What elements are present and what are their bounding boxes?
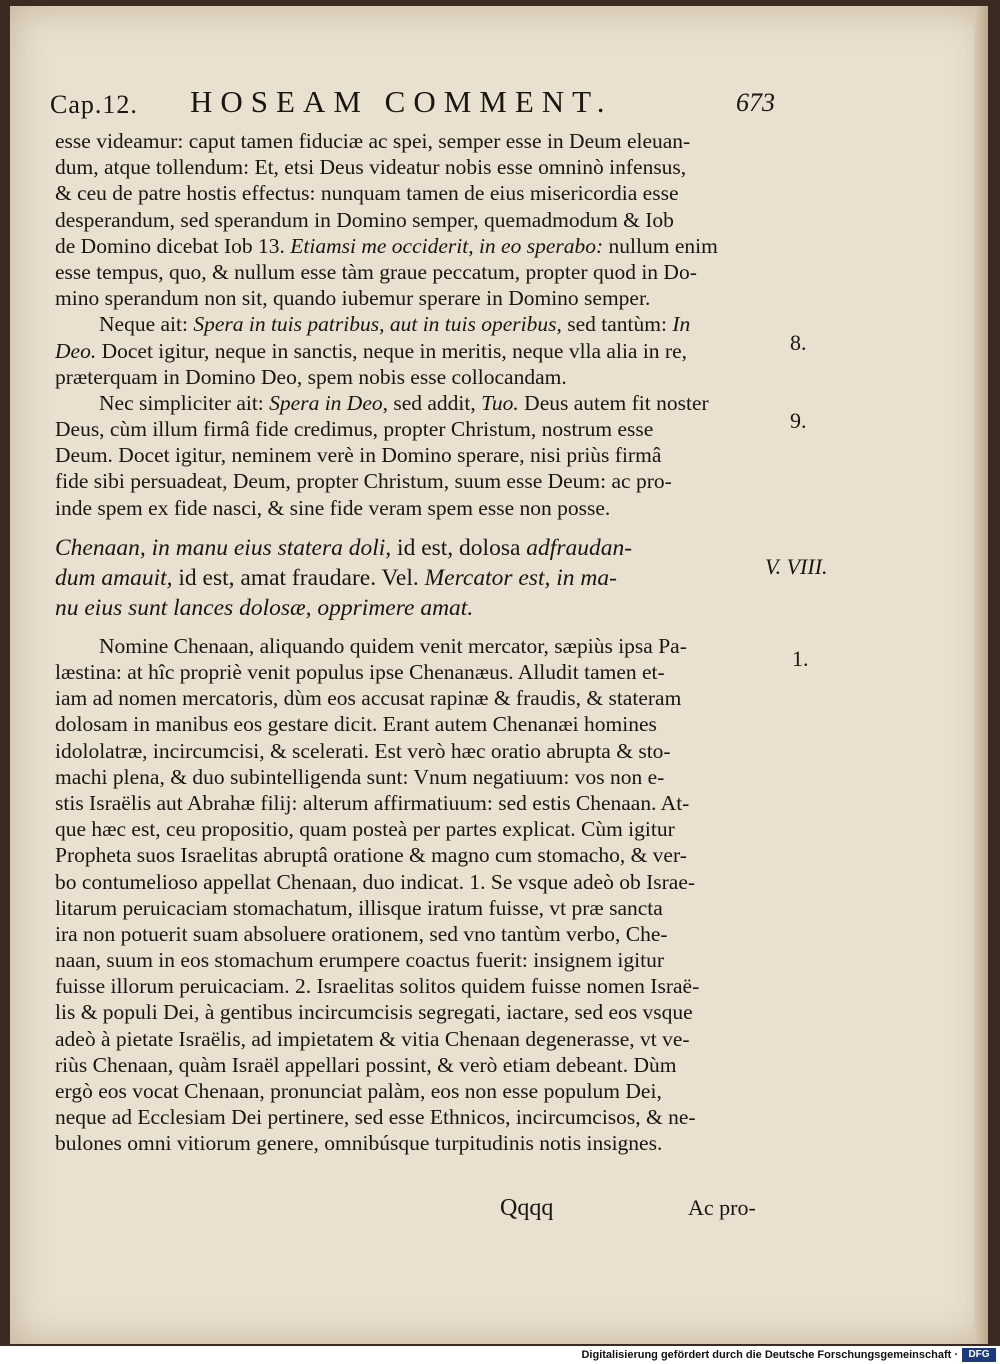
text-run: nullum enim [603, 233, 718, 258]
text-run: , sed tantùm: [556, 312, 673, 337]
text-line: ergò eos vocat Chenaan, pronunciat palàm, eos non esse populum Dei, [55, 1079, 662, 1103]
text-run: de Domino dicebat Iob 13. [55, 233, 291, 258]
quotation: aut in tuis operibus [389, 312, 557, 337]
text-run: id est, dolosa [391, 534, 527, 561]
text-line: dum, atque tollendum: Et, etsi Deus videatur nobis esse omninò infensus, [55, 155, 687, 180]
text-line: bo contumelioso appellat Chenaan, duo indicat. 1. Se vsque adeò ob Israe- [55, 869, 696, 894]
text-run: Chenaan, in manu eius statera doli, [55, 534, 392, 561]
text-line: fide sibi persuadeat, Deum, propter Christum, suum esse Deum: ac pro- [55, 469, 672, 494]
text-line: litarum peruicaciam stomachatum, illisque iratum fuisse, vt præ sancta [55, 895, 663, 920]
text-line: lis & populi Dei, à gentibus incircumcisis segregati, iactare, sed eos vsque [55, 1000, 693, 1025]
running-title: HOSEAM COMMENT. [190, 84, 613, 119]
margin-note-1: 1. [792, 646, 809, 671]
credit-text: Digitalisierung gefördert durch die Deutsche Forschungsgemeinschaft · [581, 1349, 958, 1361]
chapter-label: Cap.12. [50, 90, 138, 119]
text-run: Nec simpliciter ait: [99, 390, 270, 415]
text-line: dolosam in manibus eos gestare dicit. Erant autem Chenanæi homines [55, 712, 657, 737]
text-line: fuisse illorum peruicaciam. 2. Israelitas solitos quidem fuisse nomen Israë- [55, 974, 700, 999]
text-line: esse tempus, quo, & nullum esse tàm graue peccatum, propter quod in Do- [55, 259, 697, 284]
catchword: Ac pro- [688, 1195, 756, 1220]
page-number: 673 [736, 88, 775, 117]
quotation: Spera in tuis patribus [193, 312, 380, 337]
quotation: Etiamsi me occiderit, in eo sperabo: [290, 233, 604, 258]
verse-heading [55, 533, 770, 623]
text-run: , [379, 312, 390, 337]
text-line: iam ad nomen mercatoris, dùm eos accusat rapinæ & fraudis, & stateram [55, 686, 682, 711]
main-text [55, 128, 770, 1157]
text-line: bulones omni vitiorum genere, omnibúsque turpitudinis notis insignes. [55, 1131, 663, 1156]
text-line: Propheta suos Israelitas abruptâ oratione & magno cum stomacho, & ver- [55, 843, 687, 868]
quotation: In [672, 312, 691, 337]
text-run: Deus autem fit noster [518, 390, 709, 415]
text-line [55, 390, 770, 416]
text-line: neque ad Ecclesiam Dei pertinere, sed esse Ethnicos, incircumcisos, & ne- [55, 1105, 696, 1130]
heading-line [55, 563, 770, 593]
text-run: dum amauit, [55, 564, 173, 591]
text-line: idololatræ, incircumcisi, & scelerati. Est verò hæc oratio abrupta & sto- [55, 738, 671, 763]
quotation: Tuo. [481, 390, 519, 415]
text-line: adeò à pietate Israëlis, ad impietatem & vitia Chenaan degenerasse, vt ve- [55, 1026, 690, 1051]
margin-note-8: 8. [790, 330, 807, 355]
text-line: riùs Chenaan, quàm Israël appellari possint, & verò etiam debeant. Dùm [55, 1052, 677, 1077]
text-run: id est, amat fraudare. Vel. [172, 564, 425, 591]
text-line [55, 338, 770, 364]
text-run: Mercator est, in ma- [424, 564, 617, 591]
text-line [55, 233, 770, 259]
text-run: adfraudan- [526, 534, 633, 561]
text-line: machi plena, & duo subintelligenda sunt: Vnum negatiuum: vos non e- [55, 764, 665, 789]
text-line: esse videamur: caput tamen fiduciæ ac spei, semper esse in Deum eleuan- [55, 129, 691, 153]
text-line: desperandum, sed sperandum in Domino semper, quemadmodum & Iob [55, 207, 674, 232]
heading-line [55, 533, 770, 563]
dfg-logo: DFG [962, 1348, 996, 1362]
heading-line: nu eius sunt lances dolosæ, opprimere amat. [55, 594, 474, 621]
text-line: ira non potuerit suam absoluere orationem, sed vno tantùm verbo, Che- [55, 921, 668, 946]
text-run: Docet igitur, neque in sanctis, neque in meritis, neque vlla alia in re, [96, 338, 688, 363]
text-line: naan, suum in eos stomachum erumpere coactus fuerit: insignem igitur [55, 948, 665, 973]
page-edge [974, 6, 988, 1344]
text-line: inde spem ex fide nasci, & sine fide veram spem esse non posse. [55, 495, 611, 520]
text-run: , sed addit, [382, 390, 482, 415]
text-line: que hæc est, ceu propositio, quam posteà per partes explicat. Cùm igitur [55, 817, 675, 842]
running-head [50, 84, 775, 124]
margin-note-9: 9. [790, 408, 807, 433]
margin-note-verse: V. VIII. [765, 554, 828, 579]
text-line: læstina: at hîc propriè venit populus ipse Chenanæus. Alludit tamen et- [55, 660, 665, 684]
text-line: stis Israëlis aut Abrahæ filij: alterum affirmatiuum: sed estis Chenaan. At- [55, 790, 690, 815]
quotation: Deo. [55, 338, 97, 363]
text-line: Deus, cùm illum firmâ fide credimus, propter Christum, nostrum esse [55, 417, 654, 442]
text-line: præterquam in Domino Deo, spem nobis esse collocandam. [55, 364, 567, 389]
credit-bar [0, 1346, 1000, 1364]
text-run: Neque ait: [99, 312, 194, 337]
text-line: mino sperandum non sit, quando iubemur sperare in Domino semper. [55, 286, 651, 311]
quotation: Spera in Deo [269, 390, 383, 415]
text-line: & ceu de patre hostis effectus: nunquam tamen de eius misericordia esse [55, 181, 679, 206]
signature-mark: Qqqq [500, 1195, 554, 1221]
text-line: Nomine Chenaan, aliquando quidem venit mercator, sæpiùs ipsa Pa- [99, 633, 687, 658]
text-line: Deum. Docet igitur, neminem verè in Domino sperare, nisi priùs firmâ [55, 443, 662, 468]
text-line [55, 311, 770, 337]
